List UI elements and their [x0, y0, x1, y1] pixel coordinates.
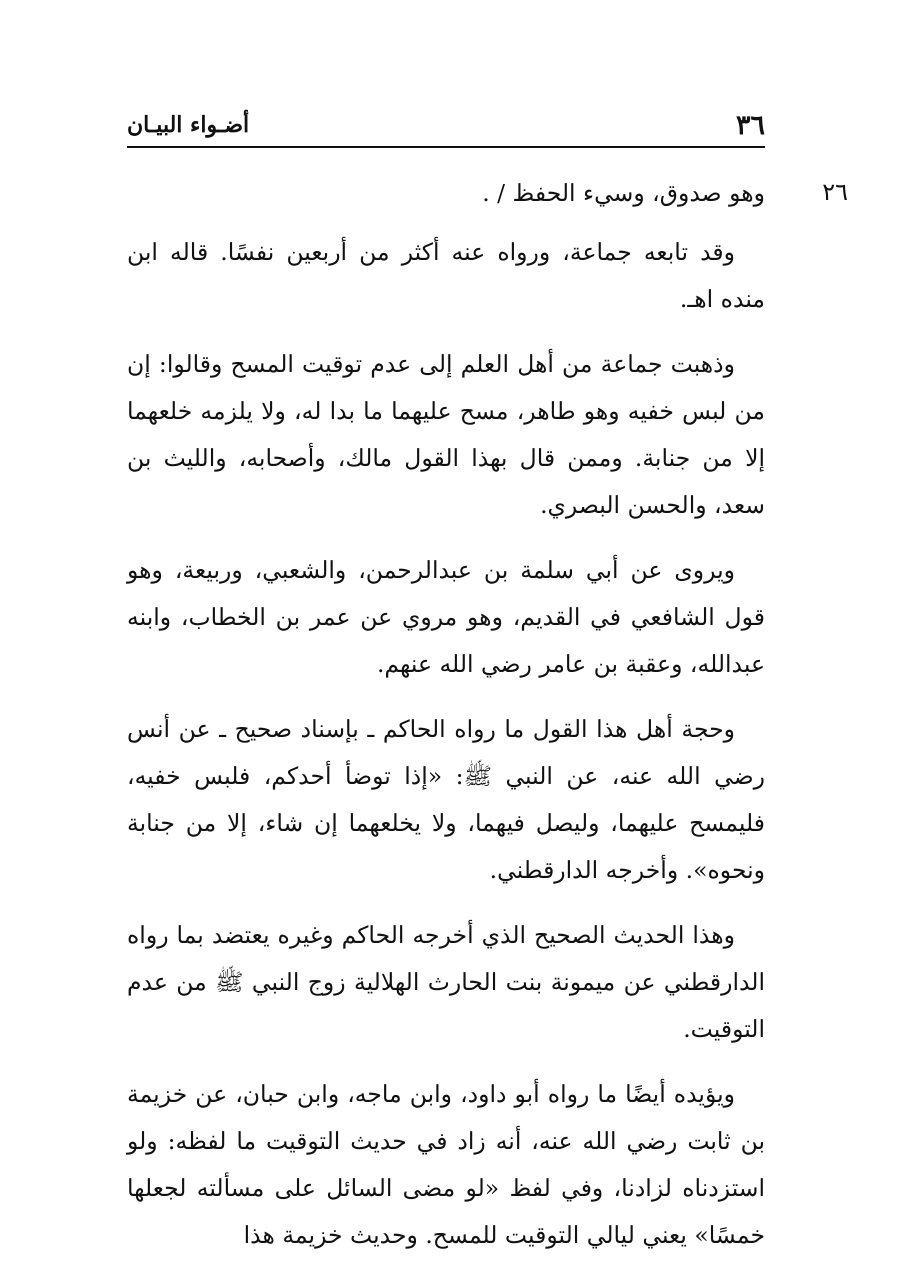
paragraph-3: وذهبت جماعة من أهل العلم إلى عدم توقيت المسح وقالوا: إن من لبس خفيه وهو طاهر، مسح عليهما ما بدا له، ولا يلزمه خلعهما إلا من جنابة. وممن قال بهذا القول مالك، وأصحابه، والليث بن سعد، والحسن البصري. [127, 350, 765, 519]
paragraph-1: وهو صدوق، وسيء الحفظ / . [482, 179, 765, 207]
paragraph-6: وهذا الحديث الصحيح الذي أخرجه الحاكم وغيره يعتضد بما رواه الدارقطني عن ميمونة بنت الحارث الهلالية زوج النبي ﷺ من عدم التوقيت. [127, 921, 765, 1043]
margin-number: ٢٦ [822, 178, 848, 206]
paragraph-2: وقد تابعه جماعة، ورواه عنه أكثر من أربعين نفسًا. قاله ابن منده اهـ. [127, 238, 765, 313]
page-header [127, 106, 765, 148]
body-text [127, 170, 765, 1259]
paragraph-4: ويروى عن أبي سلمة بن عبدالرحمن، والشعبي، وربيعة، وهو قول الشافعي في القديم، وهو مروي عن عمر بن الخطاب، وابنه عبدالله، وعقبة بن عامر رضي الله عنهم. [127, 556, 765, 678]
paragraph-5: وحجة أهل هذا القول ما رواه الحاكم ـ بإسناد صحيح ـ عن أنس رضي الله عنه، عن النبي ﷺ: «إذا توضأ أحدكم، فلبس خفيه، فليمسح عليهما، وليصل فيهما، ولا يخلعهما إن شاء، إلا من جنابة ونحوه». وأخرجه الدارقطني. [127, 715, 765, 884]
paragraph-7: ويؤيده أيضًا ما رواه أبو داود، وابن ماجه، وابن حبان، عن خزيمة بن ثابت رضي الله عنه، أنه زاد في حديث التوقيت ما لفظه: ولو استزدناه لزادنا، وفي لفظ «لو مضى السائل على مسألته لجعلها خمسًا» يعني ليالي التوقيت للمسح. وحديث خزيمة هذا [127, 1080, 765, 1249]
running-title: أضـواء البيـان [127, 112, 250, 138]
page-number: ٣٦ [735, 110, 765, 141]
